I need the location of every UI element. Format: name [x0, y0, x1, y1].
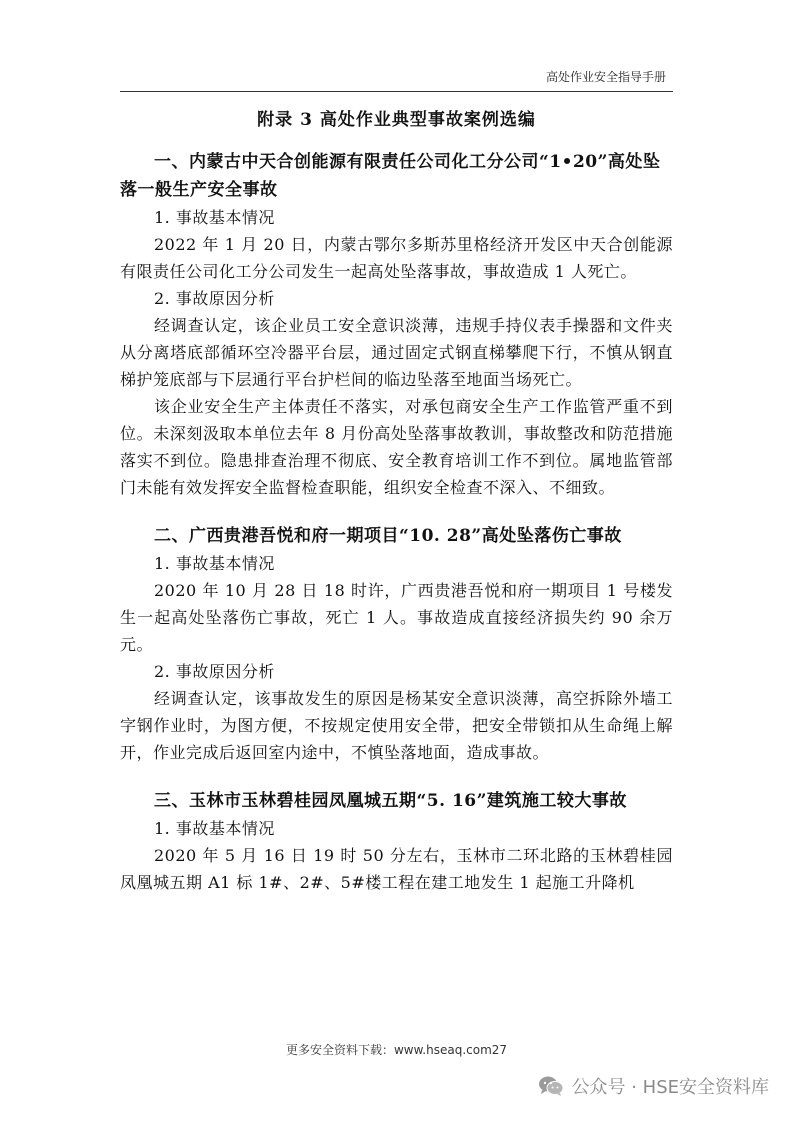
header-divider — [120, 91, 673, 92]
section-3-sub-1: 1. 事故基本情况 — [154, 819, 275, 838]
document-body — [120, 148, 673, 896]
watermark-text: 公众号 · HSE安全资料库 — [571, 1077, 769, 1098]
section-1-para-3: 该企业安全生产主体责任不落实，对承包商安全生产工作监管严重不到位。未深刻汲取本单位去年 8 月份高处坠落事故教训，事故整改和防范措施落实不到位。隐患排查治理不彻底、安全教育培训工作不到位。属地监管部门未能有效发挥安全监督检查职能，组织安全检查不深入、不细致。 — [120, 397, 673, 497]
section-2-para-2: 经调查认定，该事故发生的原因是杨某安全意识淡薄，高空拆除外墙工字钢作业时，为图方便，不按规定使用安全带，把安全带锁扣从生命绳上解开，作业完成后返回室内途中，不慎坠落地面，造成事故。 — [120, 689, 673, 762]
section-1-sub-1: 1. 事故基本情况 — [154, 208, 275, 227]
page-title: 附录 3 高处作业典型事故案例选编 — [257, 110, 536, 130]
section-1-title: 一、内蒙古中天合创能源有限责任公司化工分公司“1•20”高处坠落一般生产安全事故 — [120, 152, 661, 200]
footer-download-link[interactable]: 更多安全资料下载：www.hseaq.com27 — [285, 1043, 508, 1057]
section-2-title: 二、广西贵港吾悦和府一期项目“10. 28”高处坠落伤亡事故 — [154, 526, 622, 546]
section-1-sub-2: 2. 事故原因分析 — [154, 289, 275, 308]
watermark — [538, 1073, 770, 1099]
running-header: 高处作业安全指导手册 — [545, 70, 666, 84]
section-spacer — [120, 501, 673, 522]
section-1-para-2: 经调查认定，该企业员工安全意识淡薄，违规手持仪表手操器和文件夹从分离塔底部循环空冷器平台层，通过固定式钢直梯攀爬下行，不慎从钢直梯护笼底部与下层通行平台护栏间的临边坠落至地面当场死亡。 — [120, 316, 673, 389]
section-1-para-1: 2022 年 1 月 20 日，内蒙古鄂尔多斯苏里格经济开发区中天合创能源有限责任公司化工分公司发生一起高处坠落事故，事故造成 1 人死亡。 — [120, 235, 673, 281]
section-3-para-1: 2020 年 5 月 16 日 19 时 50 分左右，玉林市二环北路的玉林碧桂园凤凰城五期 A1 标 1#、2#、5#楼工程在建工地发生 1 起施工升降机 — [120, 846, 673, 892]
section-3-title: 三、玉林市玉林碧桂园凤凰城五期“5. 16”建筑施工较大事故 — [154, 791, 627, 811]
wechat-icon — [538, 1075, 564, 1097]
section-2-sub-2: 2. 事故原因分析 — [154, 662, 275, 681]
section-spacer — [120, 766, 673, 787]
section-2-para-1: 2020 年 10 月 28 日 18 时许，广西贵港吾悦和府一期项目 1 号楼发生一起高处坠落伤亡事故，死亡 1 人。事故造成直接经济损失约 90 余万元。 — [120, 581, 673, 654]
section-2-sub-1: 1. 事故基本情况 — [154, 554, 275, 573]
